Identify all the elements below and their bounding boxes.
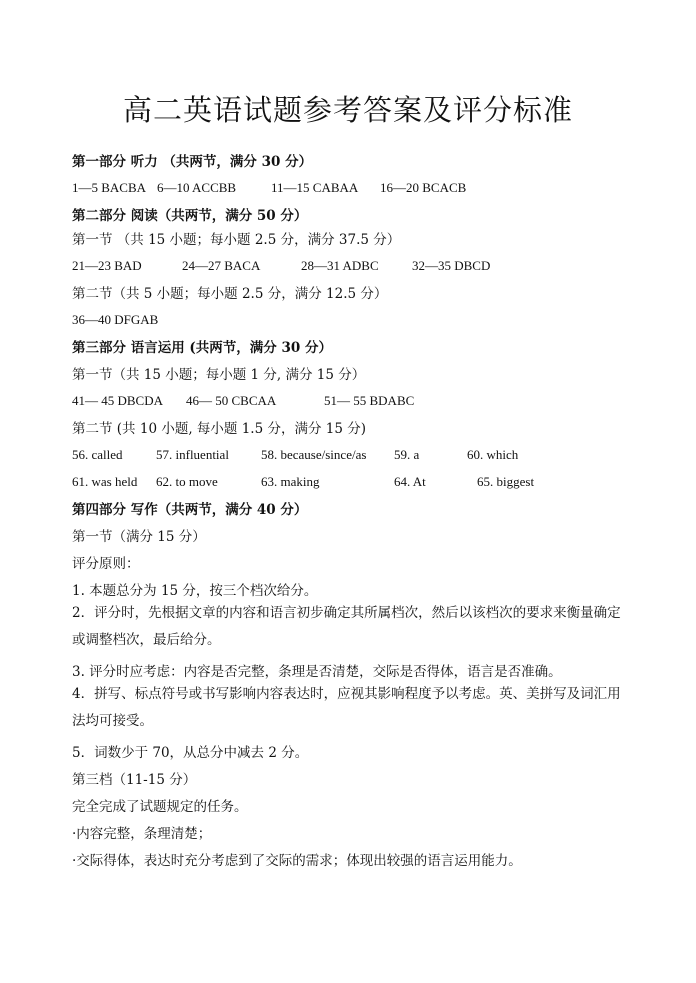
answer-group: 21—23 BAD (72, 258, 142, 273)
answer-group: 28—31 ADBC (301, 258, 379, 273)
answer-group: 24—27 BACA (182, 258, 261, 273)
part2-section1: 第一节 （共 15 小题；每小题 2.5 分，满分 37.5 分） (72, 232, 401, 248)
answer-item: 64. At (394, 474, 426, 489)
answer-group: 1—5 BACBA (72, 180, 147, 195)
principle-3: 3. 评分时应考虑：内容是否完整，条理是否清楚，交际是否得体，语言是否准确。 (72, 664, 562, 680)
part4-heading: 第四部分 写作（共两节，满分 40 分） (72, 502, 308, 518)
answer-item: 59. a (394, 447, 420, 462)
answer-group: 36—40 DFGAB (72, 312, 159, 327)
part4-section1: 第一节（满分 15 分） (72, 529, 206, 545)
grade3-bullet-1: ·内容完整，条理清楚； (72, 826, 212, 842)
part3-answers-row1 (72, 447, 632, 465)
part3-section2: 第二节 (共 10 小题, 每小题 1.5 分，满分 15 分) (72, 421, 366, 437)
part1-heading: 第一部分 听力 （共两节，满分 30 分） (72, 154, 313, 170)
answer-group: 16—20 BCACB (380, 180, 467, 195)
answer-group: 51— 55 BDABC (324, 393, 415, 408)
grade3-bullet-2: ·交际得体，表达时充分考虑到了交际的需求；体现出较强的语言运用能力。 (72, 853, 522, 869)
answer-item: 62. to move (156, 474, 218, 489)
answer-group: 32—35 DBCD (412, 258, 491, 273)
principle-2: 2．评分时，先根据文章的内容和语言初步确定其所属档次，然后以该档次的要求来衡量确定或调整档次，最后给分。 (72, 605, 621, 648)
answer-item: 65. biggest (477, 474, 535, 489)
principles-title: 评分原则： (72, 556, 140, 572)
grade3-description: 完全完成了试题规定的任务。 (72, 799, 248, 815)
principle-1: 1. 本题总分为 15 分，按三个档次给分。 (72, 583, 318, 599)
answer-item: 61. was held (72, 474, 138, 489)
answer-item: 57. influential (156, 447, 229, 462)
principle-4: 4．拼写、标点符号或书写影响内容表达时，应视其影响程度予以考虑。英、美拼写及词汇用法均可接受。 (72, 686, 621, 729)
part2-section2: 第二节（共 5 小题；每小题 2.5 分，满分 12.5 分） (72, 286, 388, 302)
answer-group: 6—10 ACCBB (157, 180, 237, 195)
principle-5: 5．词数少于 70，从总分中减去 2 分。 (72, 745, 309, 761)
answer-item: 60. which (467, 447, 519, 462)
part2-heading: 第二部分 阅读（共两节，满分 50 分） (72, 208, 308, 224)
part3-heading: 第三部分 语言运用 (共两节，满分 30 分） (72, 340, 332, 356)
answer-item: 56. called (72, 447, 123, 462)
answer-group: 46— 50 CBCAA (186, 393, 277, 408)
part1-answers (72, 180, 632, 198)
part3-answers-row2 (72, 474, 632, 492)
page-title: 高二英语试题参考答案及评分标准 (122, 93, 573, 127)
part2-section2-answers (72, 312, 632, 330)
part3-section1: 第一节（共 15 小题；每小题 1 分, 满分 15 分） (72, 367, 366, 383)
part2-section1-answers (72, 258, 632, 276)
answer-item: 58. because/since/as (261, 447, 367, 462)
part3-section1-answers (72, 393, 632, 411)
grade3-heading: 第三档（11-15 分） (72, 772, 197, 788)
answer-item: 63. making (261, 474, 320, 489)
answer-group: 11—15 CABAA (271, 180, 359, 195)
answer-group: 41— 45 DBCDA (72, 393, 164, 408)
